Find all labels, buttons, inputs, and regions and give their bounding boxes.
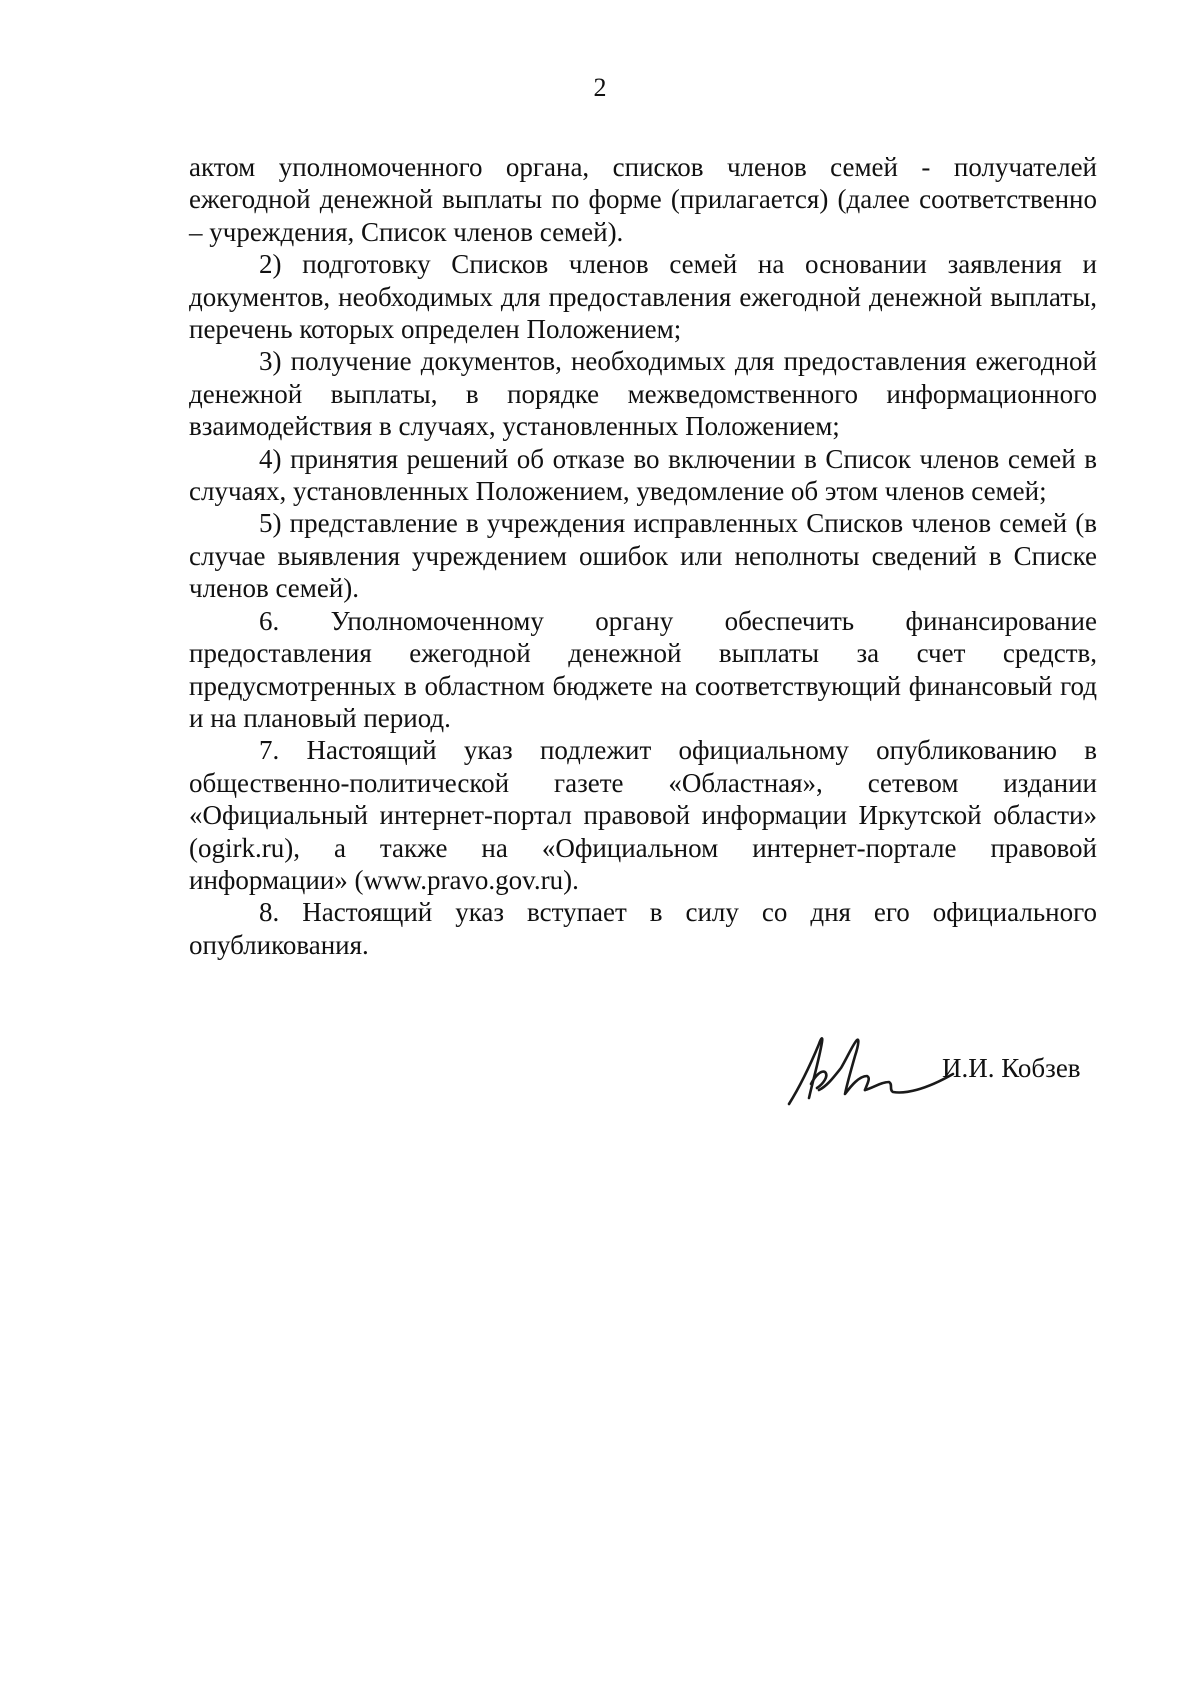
paragraph-item-3: 3) получение документов, необходимых для предоставления ежегодной денежной выплаты, в порядке межведомственного информационного взаимодействия в случаях, установленных Положением; [189, 346, 1097, 442]
paragraph-section-7: 7. Настоящий указ подлежит официальному опубликованию в общественно-политической газете «Областная», сетевом издании «Официальный интернет-портал правовой информации Иркутской области» (ogirk.ru), а также на «Официальном интернет-портале правовой информации» (www.pravo.gov.ru). [189, 735, 1097, 895]
paragraph-section-8: 8. Настоящий указ вступает в силу со дня его официального опубликования. [189, 897, 1097, 960]
handwritten-signature [785, 1028, 960, 1113]
paragraph-item-5: 5) представление в учреждения исправленных Списков членов семей (в случае выявления учреждением ошибок или неполноты сведений в Списке членов семей). [189, 508, 1097, 604]
signer-name: И.И. Кобзев [942, 1053, 1081, 1083]
paragraph-continuation: актом уполномоченного органа, списков членов семей - получателей ежегодной денежной выплаты по форме (прилагается) (далее соответственно – учреждения, Список членов семей). [189, 152, 1097, 247]
paragraph-item-2: 2) подготовку Списков членов семей на основании заявления и документов, необходимых для предоставления ежегодной денежной выплаты, перечень которых определен Положением; [189, 249, 1097, 345]
document-body [189, 151, 1097, 961]
paragraph-item-4: 4) принятия решений об отказе во включении в Список членов семей в случаях, установленных Положением, уведомление об этом членов семей; [189, 443, 1097, 507]
paragraph-section-6: 6. Уполномоченному органу обеспечить финансирование предоставления ежегодной денежной выплаты за счет средств, предусмотренных в областном бюджете на соответствующий финансовый год и на плановый период. [189, 605, 1097, 733]
page-number: 2 [593, 73, 607, 102]
signature-block [785, 1028, 1125, 1118]
